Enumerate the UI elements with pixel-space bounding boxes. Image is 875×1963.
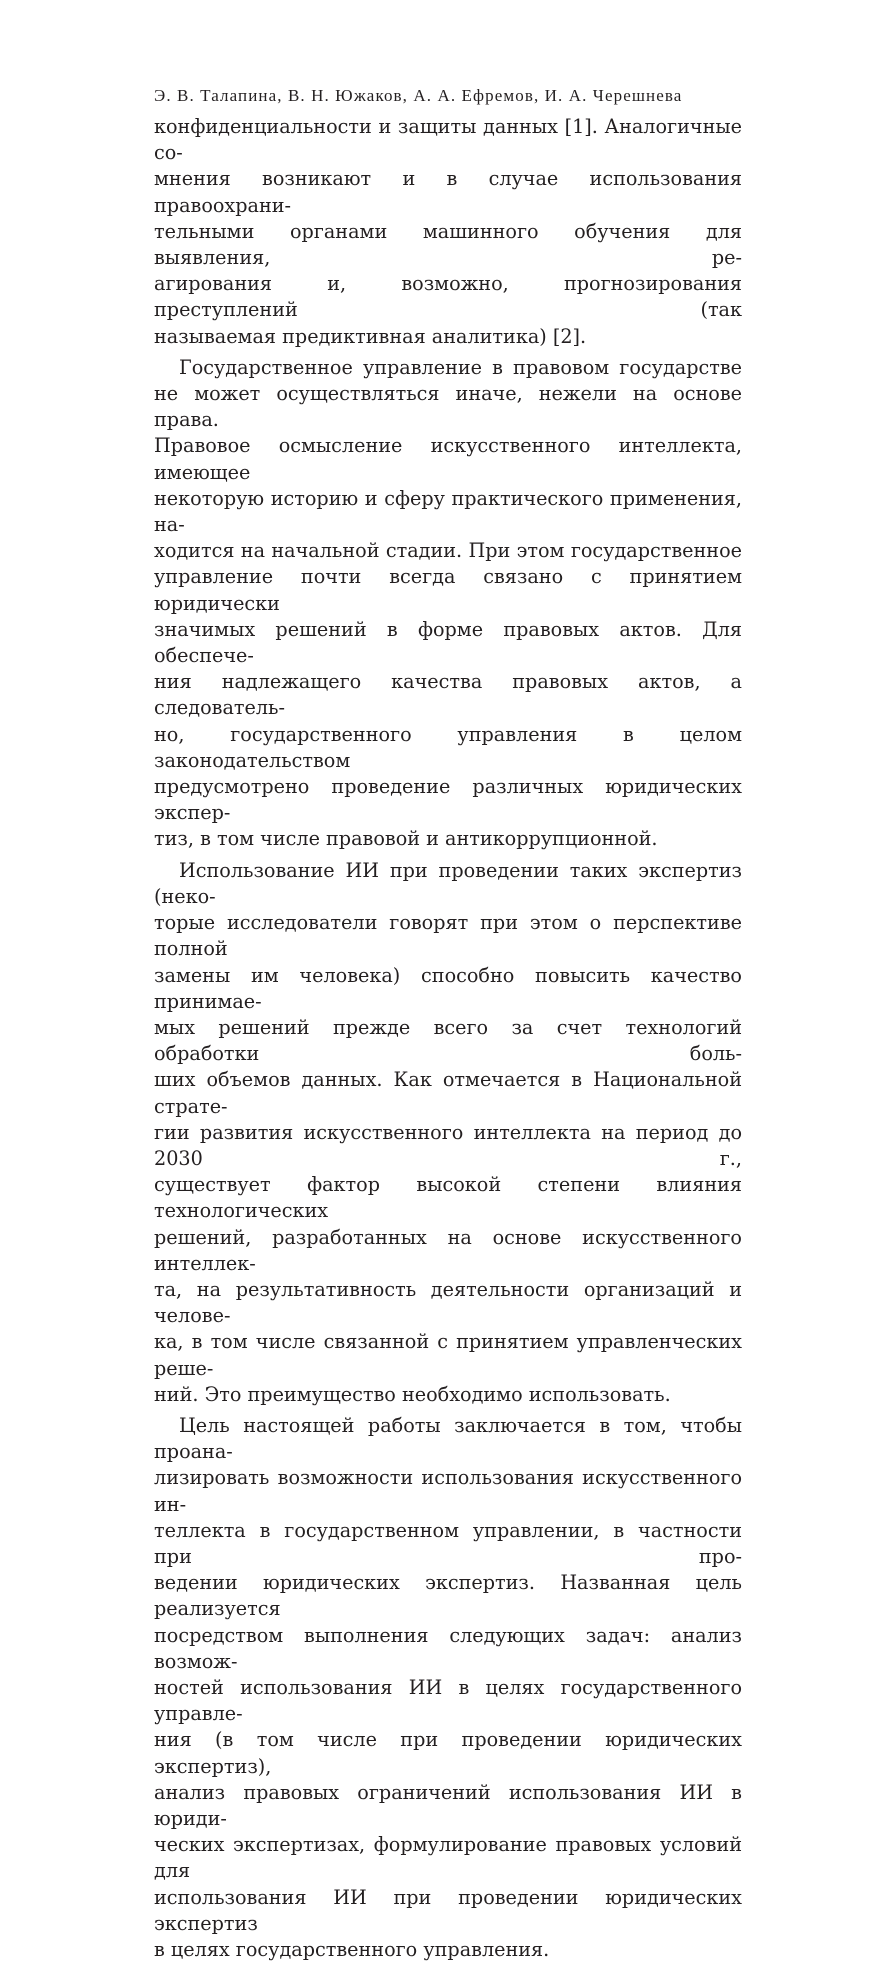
text-line: агирования и, возможно, прогнозирования преступлений (так <box>154 272 742 322</box>
text-line: предусмотрено проведение различных юридических экспер- <box>154 775 742 825</box>
text-line: ходится на начальной стадии. При этом государственное <box>154 539 742 563</box>
text-line: тиз, в том числе правовой и антикоррупционной. <box>154 827 658 851</box>
text-line: та, на результативность деятельности организаций и челове- <box>154 1277 742 1328</box>
text-line: посредством выполнения следующих задач: анализ возмож- <box>154 1623 742 1673</box>
text-line: мнения возникают и в случае использования правоохрани- <box>154 167 742 217</box>
text-line: существует фактор высокой степени влияния технологических <box>154 1173 742 1223</box>
text-line: не может осуществляться иначе, нежели на основе права. <box>154 382 742 432</box>
text-line: анализ правовых ограничений использования ИИ в юриди- <box>154 1780 742 1830</box>
text-line: тельными органами машинного обучения для выявления, ре- <box>154 219 742 270</box>
text-line: Использование ИИ при проведении таких экспертиз (неко- <box>154 858 742 908</box>
text-line: некоторую историю и сферу практического применения, на- <box>154 486 742 537</box>
text-line: теллекта в государственном управлении, в частности при про- <box>154 1518 742 1568</box>
paragraph-2 <box>154 355 742 853</box>
text-line: гии развития искусственного интеллекта на период до 2030 г., <box>154 1120 742 1170</box>
text-line: решений, разработанных на основе искусственного интеллек- <box>154 1225 742 1275</box>
text-line: Правовое осмысление искусственного интеллекта, имеющее <box>154 434 742 484</box>
paragraph-3 <box>154 858 742 1408</box>
text-line: Государственное управление в правовом государстве <box>179 355 742 379</box>
paragraph-4 <box>154 1413 742 1963</box>
text-line: замены им человека) способно повысить качество принимае- <box>154 963 742 1013</box>
text-line: в целях государственного управления. <box>154 1938 550 1962</box>
running-head-authors: Э. В. Талапина, В. Н. Южаков, А. А. Ефремов, И. А. Черешнева <box>154 86 683 105</box>
paragraph-1 <box>154 114 742 350</box>
text-line: называемая предиктивная аналитика) [2]. <box>154 324 587 348</box>
text-line: ний. Это преимущество необходимо использовать. <box>154 1382 671 1406</box>
text-line: но, государственного управления в целом законодательством <box>154 722 742 772</box>
text-line: ка, в том числе связанной с принятием управленческих реше- <box>154 1330 742 1380</box>
text-line: Цель настоящей работы заключается в том, чтобы проана- <box>154 1413 742 1464</box>
body-text <box>154 114 742 1963</box>
text-line: ностей использования ИИ в целях государственного управле- <box>154 1675 742 1726</box>
text-line: значимых решений в форме правовых актов. Для обеспече- <box>154 617 742 668</box>
page <box>154 86 742 1963</box>
text-line: управление почти всегда связано с принятием юридически <box>154 565 742 615</box>
text-line: ния надлежащего качества правовых актов, а следователь- <box>154 670 742 720</box>
text-line: лизировать возможности использования искусственного ин- <box>154 1466 742 1516</box>
text-line: торые исследователи говорят при этом о перспективе полной <box>154 911 742 961</box>
text-line: использования ИИ при проведении юридических экспертиз <box>154 1885 742 1935</box>
text-line: мых решений прежде всего за счет технологий обработки боль- <box>154 1015 742 1066</box>
text-line: ческих экспертизах, формулирование правовых условий для <box>154 1833 742 1883</box>
text-line: ведении юридических экспертиз. Названная цель реализуется <box>154 1571 742 1621</box>
text-line: конфиденциальности и защиты данных [1]. Аналогичные со- <box>154 115 742 165</box>
text-line: ния (в том числе при проведении юридических экспертиз), <box>154 1728 742 1778</box>
text-line: ших объемов данных. Как отмечается в Национальной страте- <box>154 1068 742 1118</box>
